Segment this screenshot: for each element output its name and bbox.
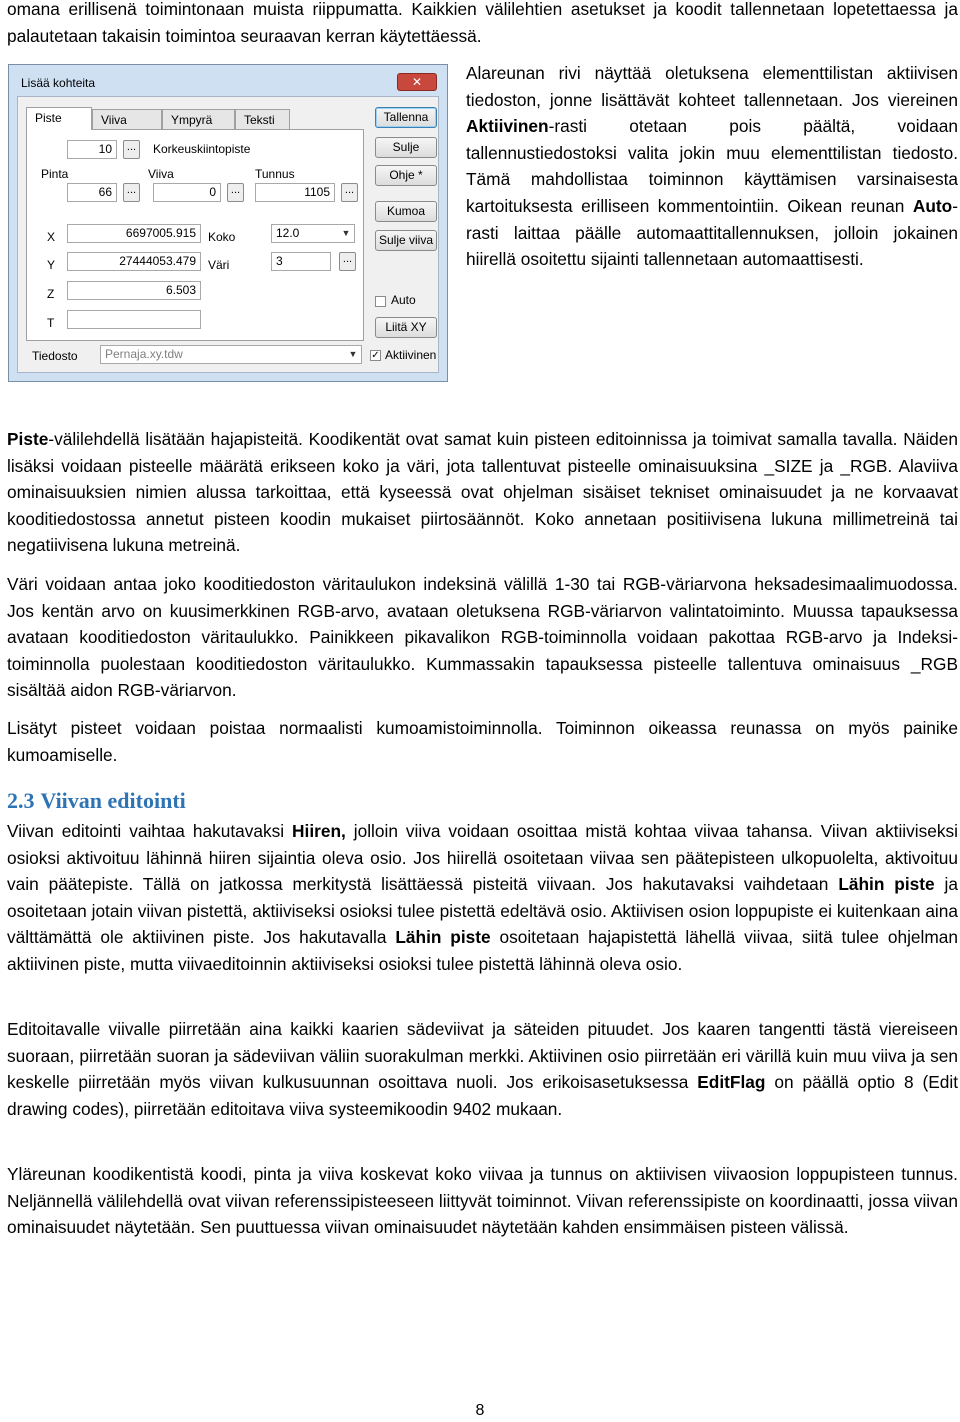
undo-button[interactable]: Kumoa bbox=[375, 201, 437, 222]
section-title: Viivan editointi bbox=[40, 788, 186, 813]
paste-xy-button[interactable]: Liitä XY bbox=[375, 317, 437, 338]
viiva-browse-button[interactable]: ... bbox=[227, 183, 244, 202]
paragraph-color: Väri voidaan antaa joko kooditiedoston väritaulukon indeksinä välillä 1-30 tai RGB-väriarvona heksadesimaalimuodossa. Jos kentän arvo on kuusimerkkinen RGB-arvo, avataan oletuksena RGB-väriarvon valintatoiminto. Muussa tapauksessa avataan kooditiedoston väritaulukko. Painikkeen pikavalikon RGB-toiminnolla voidaan pakottaa RGB-arvo ja Indeksi-toiminnolla puolestaan kooditiedoston väritaulukko. Kummassakin tapauksessa pisteelle tallentuva ominaisuus _RGB sisältää aidon RGB-väriarvon. bbox=[7, 574, 958, 701]
auto-label: Auto bbox=[391, 293, 416, 307]
z-label: Z bbox=[47, 287, 55, 301]
y-label: Y bbox=[47, 258, 56, 272]
dialog-body bbox=[17, 96, 439, 373]
close-icon[interactable]: ✕ bbox=[397, 73, 437, 91]
z-field[interactable]: 6.503 bbox=[67, 281, 201, 300]
para4-text-3: ja osoitetaan jotain viivan pistettä, aktiiviseksi osioksi tulee pistettä edeltävä osio. Aktiivisen osion loppupiste ei kuitenkaan aina välttämättä ole aktiivinen piste. Jos hakutavalla bbox=[7, 874, 958, 948]
vari-browse-button[interactable]: ... bbox=[339, 252, 356, 271]
paragraph-drawing bbox=[7, 1016, 958, 1122]
active-checkbox[interactable]: ✓ bbox=[371, 350, 380, 361]
dialog-title: Lisää kohteita bbox=[21, 76, 96, 90]
section-heading bbox=[7, 788, 186, 814]
pinta-browse-button[interactable]: ... bbox=[123, 183, 140, 202]
vari-field[interactable]: 3 bbox=[271, 252, 331, 271]
para1-bold: Piste bbox=[7, 429, 49, 449]
tunnus-browse-button[interactable]: ... bbox=[341, 183, 358, 202]
code-browse-button[interactable]: ... bbox=[123, 140, 140, 159]
x-label: X bbox=[47, 230, 56, 244]
help-button[interactable]: Ohje * bbox=[375, 165, 437, 186]
para4-text-2: jolloin viiva voidaan osoittaa mistä kohtaa viivaa tahansa. Viivan aktiiviseksi osioksi aktivoituu lähinnä hiiren sijaintia oleva osio. Jos hiirellä osoitetaan viivaa sen päätepisteen ulkopuolelta, aktivoituu vain päätepiste. Tällä on jatkossa merkitystä lisättäessä pisteitä viivaan. Jos hakutavaksi vaihdetaan bbox=[7, 821, 958, 895]
close-line-button[interactable]: Sulje viiva bbox=[375, 230, 437, 251]
side-text-1: Alareunan rivi näyttää oletuksena elementtilistan aktiivisen tiedoston, jonne lisättävät kohteet tallennetaan. Jos viereinen bbox=[466, 63, 958, 110]
paragraph-undo: Lisätyt pisteet voidaan poistaa normaalisti kumoamistoiminnolla. Toiminnon oikeassa reunassa on myös painike kumoamiselle. bbox=[7, 718, 958, 765]
para5-bold-1: EditFlag bbox=[697, 1072, 766, 1093]
t-label: T bbox=[47, 316, 55, 330]
section-number: 2.3 bbox=[7, 788, 35, 813]
paragraph-code-fields: Yläreunan koodikentistä koodi, pinta ja viiva koskevat koko viivaa ja tunnus on aktiivisen viivaosion loppupisteen tunnus. Neljännellä välilehdellä ovat viivan referenssipisteeseen liittyvät toiminnot. Viivan referenssipiste on koordinaatti, jossa viivan ominaisuudet näytetään. Sen puuttuessa viivan ominaisuudet näytetään kahden ensimmäisen pisteen välissä. bbox=[7, 1164, 958, 1238]
para4-text-1: Viivan editointi vaihtaa hakutavaksi bbox=[7, 821, 293, 841]
y-field[interactable]: 27444053.479 bbox=[67, 252, 201, 271]
add-objects-dialog bbox=[8, 64, 448, 382]
koko-label: Koko bbox=[208, 230, 236, 244]
side-bold-2: Auto bbox=[912, 195, 953, 216]
code-description: Korkeuskiintopiste bbox=[153, 142, 251, 156]
viiva-field[interactable]: 0 bbox=[153, 183, 221, 202]
file-value: Pernaja.xy.tdw bbox=[105, 347, 183, 361]
active-label: Aktiivinen bbox=[385, 348, 437, 362]
para4-bold-1: Hiiren, bbox=[292, 821, 346, 841]
pinta-field[interactable]: 66 bbox=[67, 183, 117, 202]
para1-rest: -välilehdellä lisätään hajapisteitä. Koodikentät ovat samat kuin pisteen editoinnissa ja toimivat samalla tavalla. Näiden lisäksi voidaan pisteelle määrätä erikseen koko ja väri, jota tallentuvat pisteelle ominaisuuksina _SIZE ja _RGB. Alaviiva ominaisuuksien nimien alussa tarkoittaa, että kyseessä ovat ohjelman sisäiset tekniset ominaisuudet ja ne korvaavat kooditiedostossa annetut pisteen koodin mukaiset piirtosäännöt. Koko annetaan positiivisena lukuna millimetreinä tai negatiivisena lukuna metreinä. bbox=[7, 429, 958, 556]
file-select[interactable] bbox=[100, 345, 362, 364]
close-button[interactable]: Sulje bbox=[375, 137, 437, 158]
koko-value: 12.0 bbox=[276, 226, 300, 240]
code-field[interactable]: 10 bbox=[67, 140, 117, 159]
vari-label: Väri bbox=[208, 258, 230, 272]
paragraph-line-edit bbox=[7, 818, 958, 978]
pinta-label: Pinta bbox=[41, 167, 69, 181]
x-field[interactable]: 6697005.915 bbox=[67, 224, 201, 243]
tunnus-label: Tunnus bbox=[255, 167, 295, 181]
side-bold-1: Aktiivinen bbox=[466, 116, 549, 137]
tab-piste[interactable]: Piste bbox=[26, 107, 92, 130]
tab-ympyra[interactable]: Ympyrä bbox=[162, 109, 235, 129]
para4-bold-2: Lähin piste bbox=[838, 874, 935, 895]
para4-bold-3: Lähin piste bbox=[395, 927, 491, 948]
side-text-3: -rasti laittaa päälle automaattitallennuksen, jolloin jokainen hiirellä osoitettu sijainti tallennetaan automaattisesti. bbox=[466, 195, 958, 270]
dialog-description bbox=[466, 60, 958, 273]
chevron-down-icon: ▼ bbox=[348, 349, 358, 359]
file-label: Tiedosto bbox=[32, 349, 78, 363]
tab-panel-piste bbox=[26, 129, 364, 341]
koko-select[interactable] bbox=[271, 224, 355, 243]
para5-text-2: on päällä optio 8 (Edit drawing codes), piirretään editoitava viiva systeemikoodin 9402 mukaan. bbox=[7, 1072, 959, 1119]
tab-viiva[interactable]: Viiva bbox=[92, 109, 162, 129]
auto-checkbox[interactable] bbox=[375, 296, 386, 307]
tab-teksti[interactable]: Teksti bbox=[235, 109, 290, 129]
chevron-down-icon: ▼ bbox=[341, 228, 351, 238]
tunnus-field[interactable]: 1105 bbox=[255, 183, 335, 202]
para5-text-1: Editoitavalle viivalle piirretään aina kaikki kaarien sädeviivat ja säteiden pituudet. Jos kaaren tangentti tästä viereiseen suoraan, piirretään suoran ja sädeviivan väliin suorakulman merkki. Aktiivinen osio piirretään eri värillä kuin muu viiva ja sen keskelle piirretään myös viivan kulkusuunnan osoittava nuoli. Jos erikoisasetuksessa bbox=[7, 1019, 958, 1093]
save-button[interactable]: Tallenna bbox=[375, 107, 437, 128]
t-field[interactable] bbox=[67, 310, 201, 329]
side-text-2: -rasti otetaan pois päältä, voidaan tallennustiedostoksi valita jokin muu elementtilistan tiedosto. Tämä mahdollistaa toiminnon käyttämisen varsinaisesta kartoituksesta erilliseen kommentointiin. Oikean reunan bbox=[466, 116, 958, 216]
page-number: 8 bbox=[475, 1402, 485, 1419]
para4-text-4: osoitetaan hajapistettä lähellä viivaa, siitä tulee ohjelman aktiivinen piste, mutta viivaeditoinnin aktiiviseksi osioksi tulee pistettä lähinnä oleva osio. bbox=[7, 927, 958, 974]
paragraph-piste bbox=[7, 426, 958, 559]
viiva-label: Viiva bbox=[148, 167, 174, 181]
intro-paragraph: omana erillisenä toimintonaan muista riippumatta. Kaikkien välilehtien asetukset ja koodit tallennetaan lopetettaessa ja palautetaan takaisin toimintoa seuraavan kerran käytettäessä. bbox=[7, 0, 958, 46]
